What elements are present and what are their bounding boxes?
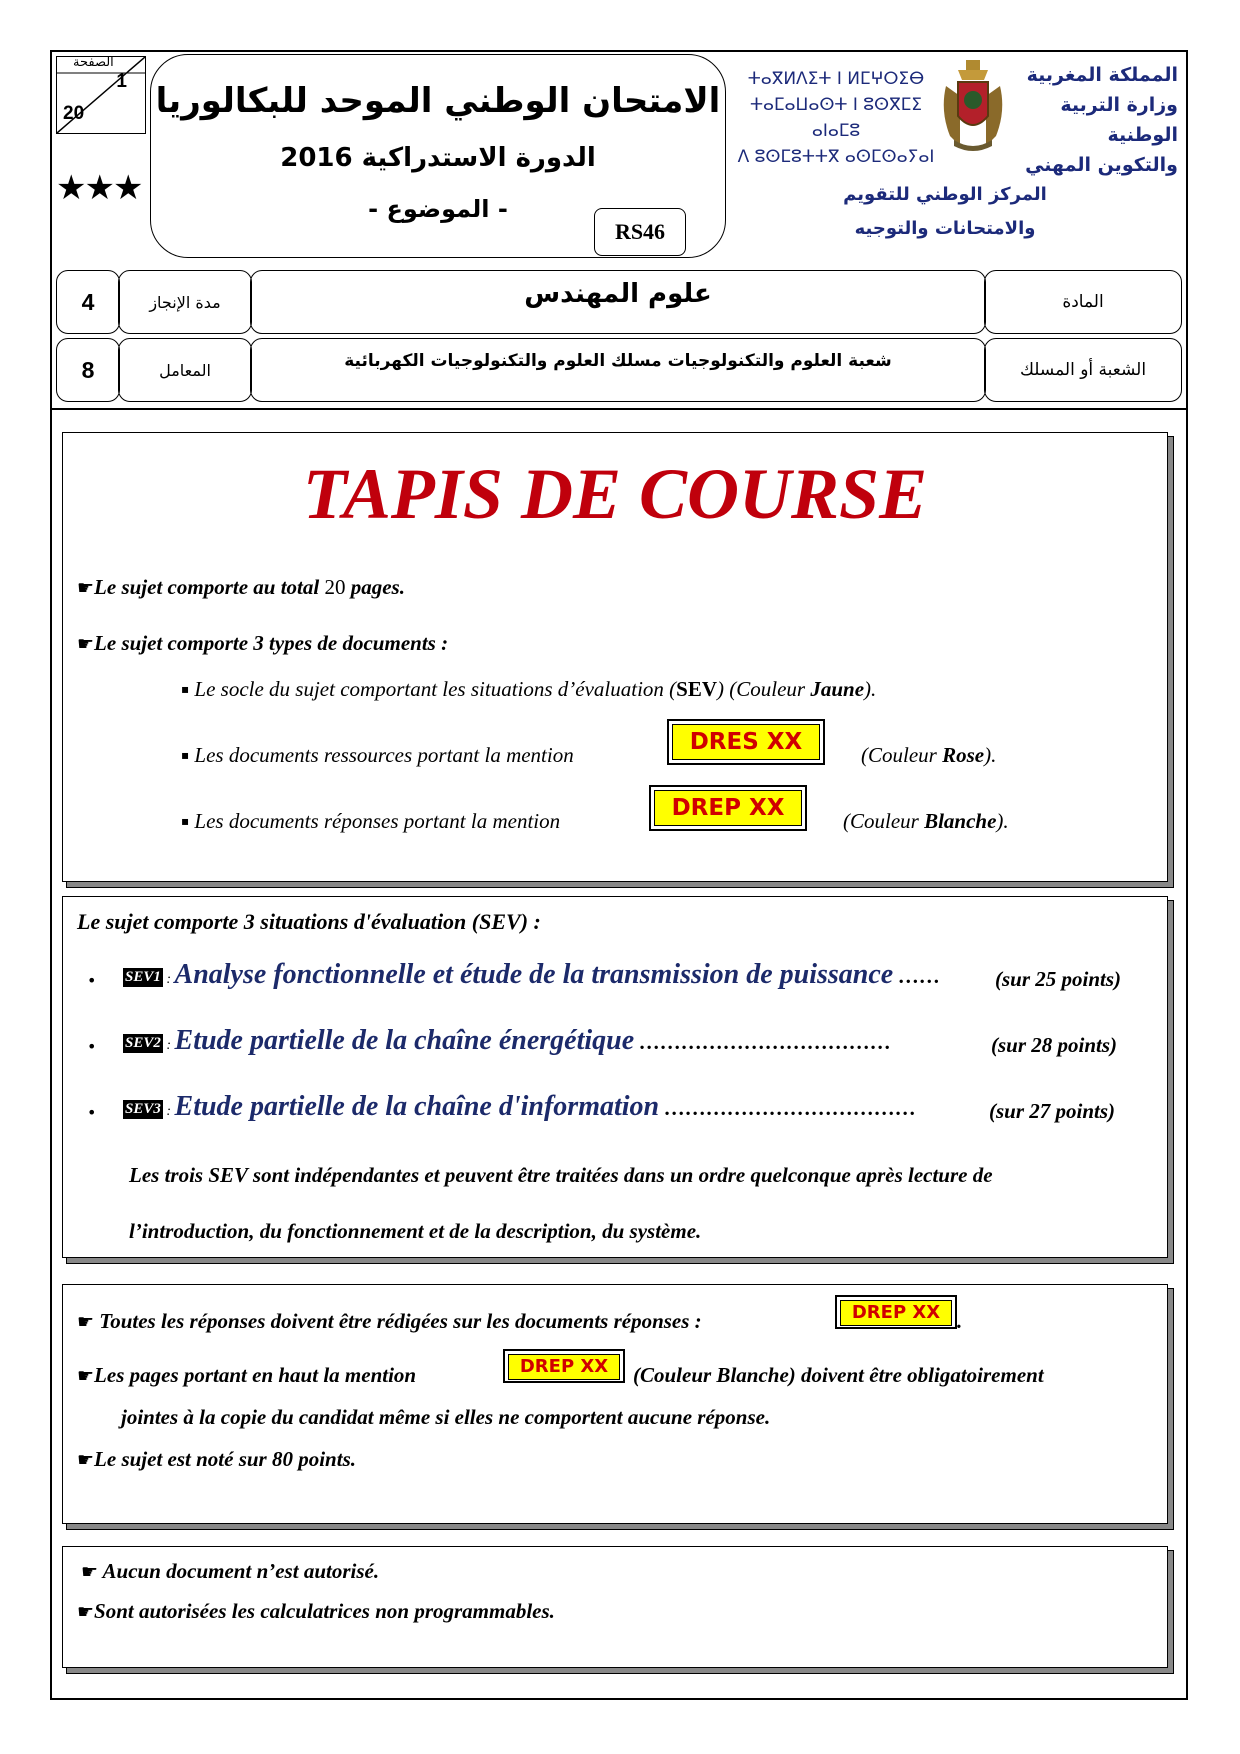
coefficient-label: المعامل <box>118 338 252 402</box>
subject-label: - الموضوع - <box>368 195 508 223</box>
sev-badge: SEV2 <box>125 1035 161 1051</box>
difficulty-stars: ★★★ <box>56 168 142 208</box>
branch-name: شعبة العلوم والتكنولوجيات مسلك العلوم والتكنولوجيات الكهربائية <box>250 338 986 402</box>
sev-points-3: (sur 27 points) <box>989 1099 1116 1123</box>
footer-calculators: ☛Sont autorisées les calculatrices non programmables. <box>77 1599 555 1623</box>
hand-pointer-icon: ☛ <box>77 1365 95 1387</box>
main-title: TAPIS DE COURSE <box>302 454 928 534</box>
coefficient-value: 8 <box>56 338 120 402</box>
page-label: الصفحة <box>73 55 114 70</box>
hand-pointer-icon: ☛ <box>77 633 95 655</box>
square-bullet-icon: ▪ <box>181 814 190 828</box>
page-number: 1 <box>116 71 127 92</box>
hand-pointer-icon: ☛ <box>77 1449 95 1471</box>
list-bullet: • <box>87 971 97 990</box>
doc-type-ressources: ▪ Les documents ressources portant la mention <box>181 743 574 767</box>
sev-item-1: SEV1 : Analyse fonctionnelle et étude de la transmission de puissance …… <box>125 959 941 990</box>
intro-box <box>62 432 1168 882</box>
rule-answers: ☛ Toutes les réponses doivent être rédigées sur les documents réponses : <box>77 1309 702 1333</box>
square-bullet-icon: ▪ <box>181 682 190 696</box>
doc-type-reponses: ▪ Les documents réponses portant la mention <box>181 809 561 833</box>
sev-note-line-1: Les trois SEV sont indépendantes et peuvent être traitées dans un ordre quelconque après lecture de <box>129 1163 993 1187</box>
sev-item-3: SEV3 : Etude partielle de la chaîne d'information ……………………………… <box>125 1091 917 1122</box>
square-bullet-icon: ▪ <box>181 748 190 762</box>
tifinagh-ministry-name <box>736 66 936 170</box>
exam-code: RS46 <box>594 208 686 256</box>
intro-line-pages: ☛Le sujet comporte au total 20 pages. <box>77 575 405 599</box>
center-line: المركز الوطني للتقويم <box>843 184 1047 205</box>
rule-total-points: ☛Le sujet est noté sur 80 points. <box>77 1447 356 1471</box>
duration-value: 4 <box>56 270 120 334</box>
page-total: 20 <box>63 103 85 124</box>
header-divider <box>50 408 1188 410</box>
duration-label: مدة الإنجاز <box>118 270 252 334</box>
drep-tag-small: DREP XX <box>835 1295 957 1329</box>
footer-box <box>62 1546 1168 1668</box>
rule-pages-mention: ☛Les pages portant en haut la mention <box>77 1363 417 1387</box>
doc-type-ressources-color: (Couleur Rose). <box>861 743 997 767</box>
doc-type-socle: ▪ Le socle du sujet comportant les situations d’évaluation (SEV) (Couleur Jaune). <box>181 677 877 701</box>
coat-of-arms-icon <box>936 56 1010 156</box>
tifinagh-line: ⵜⴰⵎⴰⵡⴰⵙⵜ ⵏ ⵓⵙⴳⵎⵉ ⴰⵏⴰⵎⵓ <box>749 95 923 141</box>
hand-pointer-icon: ☛ <box>81 1561 99 1583</box>
center-line: والامتحانات والتوجيه <box>854 218 1036 239</box>
subject-name: علوم المهندس <box>250 270 986 334</box>
list-bullet: • <box>87 1037 97 1056</box>
exam-session: الدورة الاستدراكية 2016 <box>280 143 596 173</box>
sev-points-2: (sur 28 points) <box>991 1033 1118 1057</box>
ministry-line: وزارة التربية الوطنية <box>1060 94 1178 146</box>
hand-pointer-icon: ☛ <box>77 1601 95 1623</box>
sev-badge: SEV3 <box>125 1101 161 1117</box>
hand-pointer-icon: ☛ <box>77 1311 95 1333</box>
page-number-box <box>56 56 146 134</box>
drep-tag: DREP XX <box>649 785 807 831</box>
ministry-name <box>1010 60 1178 180</box>
rules-box <box>62 1284 1168 1524</box>
doc-type-reponses-color: (Couleur Blanche). <box>843 809 1009 833</box>
sev-box <box>62 896 1168 1258</box>
sev-badge: SEV1 <box>125 969 161 985</box>
list-bullet: • <box>87 1103 97 1122</box>
hand-pointer-icon: ☛ <box>77 577 95 599</box>
intro-line-types: ☛Le sujet comporte 3 types de documents : <box>77 631 449 655</box>
sev-points-1: (sur 25 points) <box>995 967 1122 991</box>
ministry-line: والتكوين المهني <box>1025 154 1178 176</box>
footer-no-documents: ☛ Aucun document n’est autorisé. <box>81 1559 380 1583</box>
evaluation-center-name <box>810 178 1080 246</box>
branch-field-label: الشعبة أو المسلك <box>984 338 1182 402</box>
tifinagh-line: ⵜⴰⴳⵍⴷⵉⵜ ⵏ ⵍⵎⵖⵔⵉⴱ <box>747 69 925 89</box>
sev-note-line-2: l’introduction, du fonctionnement et de la description, du système. <box>129 1219 702 1243</box>
sev-item-2: SEV2 : Etude partielle de la chaîne énergétique ……………………………… <box>125 1025 892 1056</box>
dres-tag: DRES XX <box>667 719 825 765</box>
rule-pages-mention-cont: (Couleur Blanche) doivent être obligatoirement <box>633 1363 1044 1387</box>
rule-pages-mention-line-2: jointes à la copie du candidat même si elles ne comportent aucune réponse. <box>121 1405 771 1429</box>
drep-tag-small: DREP XX <box>503 1349 625 1383</box>
sev-heading: Le sujet comporte 3 situations d'évaluation (SEV) : <box>77 909 541 934</box>
tifinagh-line: ⴷ ⵓⵙⵎⵓⵜⵜⴳ ⴰⵙⵎⵙⴰⵢⴰⵏ <box>737 147 935 167</box>
subject-field-label: المادة <box>984 270 1182 334</box>
rule-answers-end: . <box>957 1309 963 1333</box>
exam-title: الامتحان الوطني الموحد للبكالوريا <box>155 81 721 121</box>
ministry-line: المملكة المغربية <box>1026 64 1178 86</box>
